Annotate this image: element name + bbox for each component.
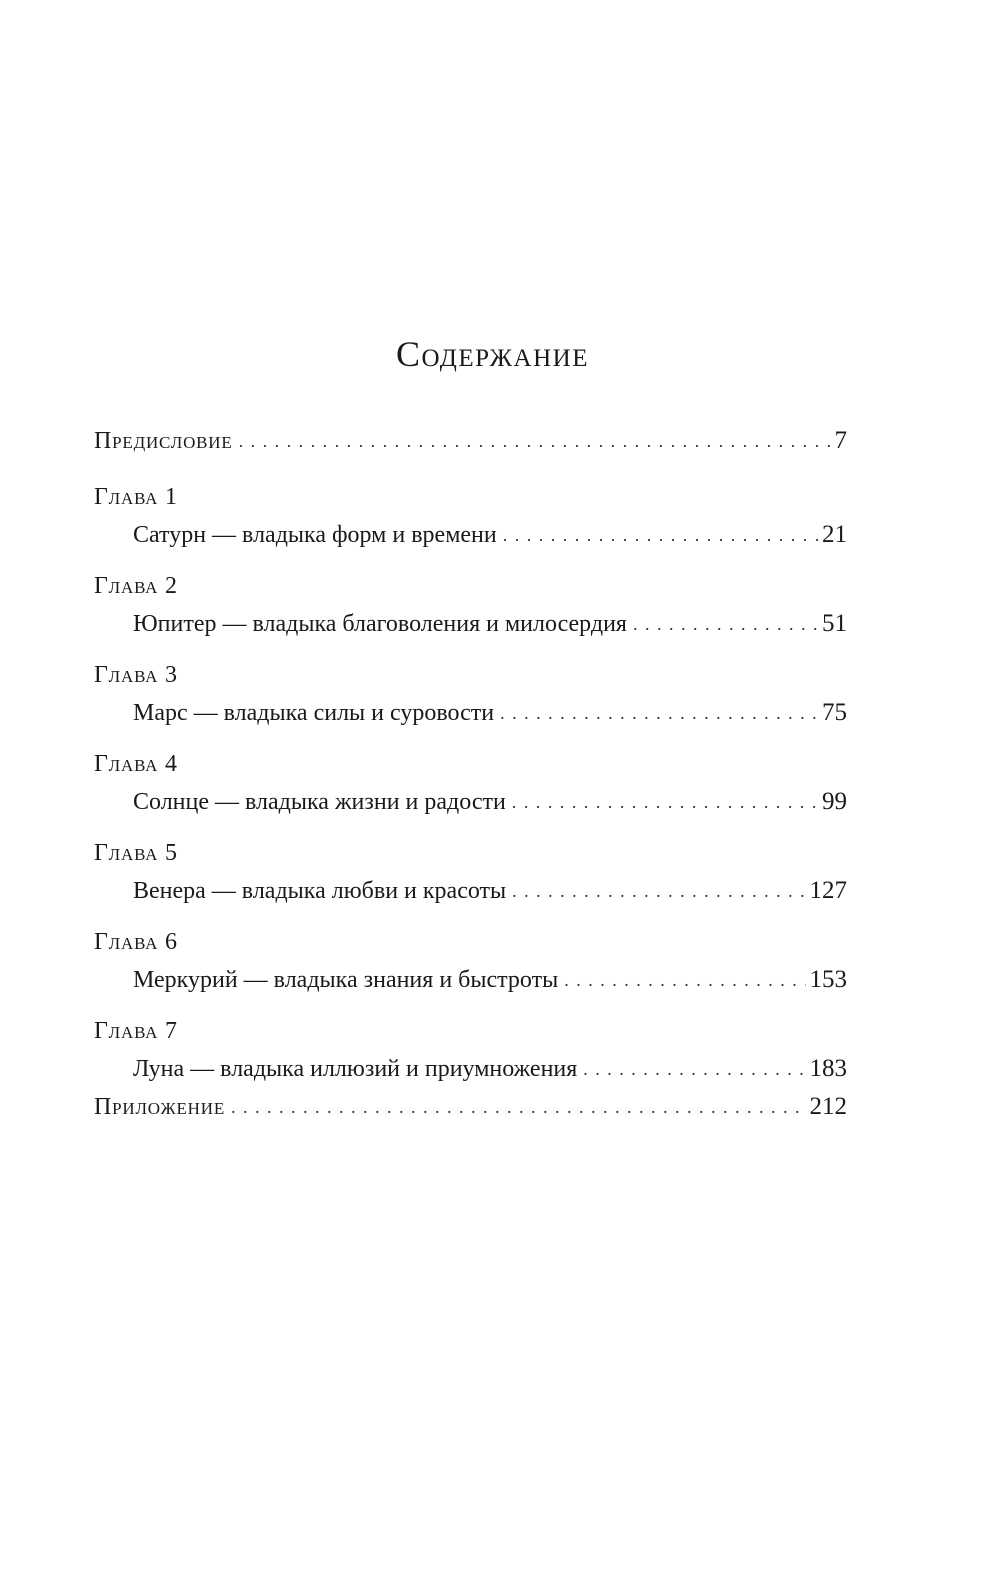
- chapter-heading: Глава 5: [94, 840, 178, 866]
- page-number: 7: [834, 427, 847, 454]
- page-title: Содержание: [395, 334, 589, 374]
- toc-entry-chapter-6[interactable]: [94, 961, 847, 999]
- page-number: 75: [822, 699, 847, 726]
- dot-leader: [231, 1088, 805, 1126]
- toc-entry-label: Марс — владыка силы и суровости: [133, 700, 495, 726]
- toc-entry-label: Солнце — владыка жизни и радости: [133, 789, 506, 815]
- toc-entry-label: Предисловие: [94, 428, 233, 454]
- dot-leader: [503, 516, 818, 554]
- toc-entry-chapter-7[interactable]: [94, 1050, 847, 1088]
- dot-leader: [633, 605, 818, 643]
- chapter-heading: Глава 3: [94, 662, 178, 688]
- page-number: 21: [822, 521, 847, 548]
- dot-leader: [512, 783, 818, 821]
- toc-entry-chapter-1[interactable]: [94, 516, 847, 554]
- toc-entry-chapter-5[interactable]: [94, 872, 847, 910]
- chapter-1: [94, 478, 847, 554]
- page-number: 127: [809, 877, 847, 904]
- chapter-7: [94, 1012, 847, 1088]
- dot-leader: [512, 872, 805, 910]
- chapter-3: [94, 656, 847, 732]
- toc-entry-label: Луна — владыка иллюзий и приумножения: [133, 1056, 578, 1082]
- toc-entry-chapter-3[interactable]: [94, 694, 847, 732]
- table-of-contents: [94, 422, 847, 1126]
- toc-entry-preface[interactable]: [94, 422, 847, 460]
- toc-entry-appendix[interactable]: [94, 1088, 847, 1126]
- dot-leader: [500, 694, 818, 732]
- toc-entry-chapter-2[interactable]: [94, 605, 847, 643]
- page-number: 99: [822, 788, 847, 815]
- toc-entry-label: Меркурий — владыка знания и быстроты: [133, 967, 559, 993]
- chapter-heading: Глава 4: [94, 751, 178, 777]
- chapter-6: [94, 923, 847, 999]
- dot-leader: [583, 1050, 805, 1088]
- chapter-4: [94, 745, 847, 821]
- chapter-heading: Глава 7: [94, 1018, 178, 1044]
- toc-entry-label: Приложение: [94, 1094, 226, 1120]
- dot-leader: [564, 961, 805, 999]
- page-number: 212: [809, 1093, 847, 1120]
- toc-entry-label: Сатурн — владыка форм и времени: [133, 522, 497, 548]
- toc-entry-label: Юпитер — владыка благоволения и милосердия: [133, 611, 627, 637]
- page-number: 183: [809, 1055, 847, 1082]
- toc-entry-chapter-4[interactable]: [94, 783, 847, 821]
- page-number: 153: [809, 966, 847, 993]
- page-number: 51: [822, 610, 847, 637]
- chapter-heading: Глава 2: [94, 573, 178, 599]
- chapter-heading: Глава 1: [94, 484, 178, 510]
- dot-leader: [239, 422, 831, 460]
- toc-entry-label: Венера — владыка любви и красоты: [133, 878, 507, 904]
- chapter-heading: Глава 6: [94, 929, 178, 955]
- chapter-2: [94, 567, 847, 643]
- chapter-5: [94, 834, 847, 910]
